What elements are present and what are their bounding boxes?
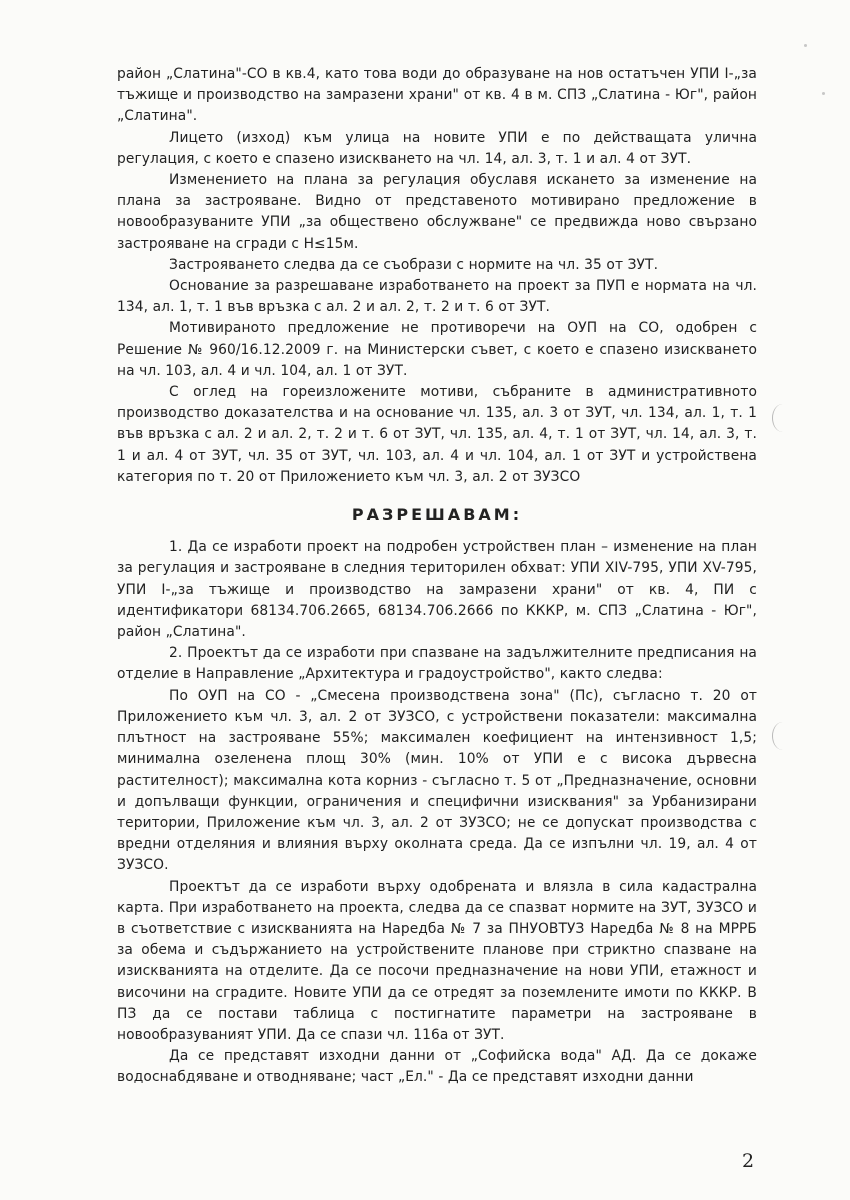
decision-item-2: 2. Проектът да се изработи при спазване на задължителните предписания на отделие в Направление „Архитектура и градоустройство", както следва: xyxy=(117,645,757,683)
punch-hole-mark xyxy=(772,722,793,750)
paragraph-continuation: район „Слатина"-СО в кв.4, като това води до образуване на нов остатъчен УПИ I-„за тъжище и производство на замразени храни" от кв. 4 в м. СПЗ „Слатина - Юг", район „Слатина". xyxy=(117,66,757,125)
decision-item-1: 1. Да се изработи проект на подробен устройствен план – изменение на план за регулация и застрояване в следния територилен обхват: УПИ XIV-795, УПИ XV-795, УПИ I-„за тъжище и производство на замразени храни" от кв. 4, ПИ с идентификатори 68134.706.2665, 68134.706.2666 по КККР, м. СПЗ „Слатина - Юг", район „Слатина". xyxy=(117,539,757,641)
punch-hole-mark xyxy=(772,404,793,432)
paragraph-plan-change: Изменението на плана за регулация обуславя искането за изменение на плана за застрояване. Видно от представеното мотивирано предложение в новообразуваните УПИ „за обществено обслужване" се предвижда ново свързано застрояване на сгради с H≤15м. xyxy=(117,172,757,252)
scan-speck xyxy=(822,92,825,95)
paragraph-oup-compliance: Мотивираното предложение не противоречи на ОУП на СО, одобрен с Решение № 960/16.12.2009 г. на Министерски съвет, с което е спазено изискването на чл. 103, ал. 4 и чл. 104, ал. 1 от ЗУТ. xyxy=(117,320,757,379)
page-number: 2 xyxy=(742,1150,755,1172)
document-body xyxy=(117,64,757,1089)
paragraph-legal-basis: Основание за разрешаване изработването на проект за ПУП е нормата на чл. 134, ал. 1, т. 1 във връзка с ал. 2 и ал. 2, т. 2 и т. 6 от ЗУТ. xyxy=(117,278,757,316)
paragraph-grounds: С оглед на гореизложените мотиви, събраните в административното производство доказателства и на основание чл. 135, ал. 3 от ЗУТ, чл. 134, ал. 1, т. 1 във връзка с ал. 2 и ал. 2, т. 2 и т. 6 от ЗУТ, чл. 135, ал. 4, т. 1 от ЗУТ, чл. 14, ал. 3, т. 1 и ал. 4 от ЗУТ, чл. 35 от ЗУТ, чл. 103, ал. 4 и чл. 104, ал. 1 от ЗУТ и устройствена категория по т. 20 от Приложението към чл. 3, ал. 2 от ЗУЗСО xyxy=(117,384,757,485)
paragraph-construction-norms: Застрояването следва да се съобрази с нормите на чл. 35 от ЗУТ. xyxy=(169,256,659,273)
paragraph-utility-data: Да се представят изходни данни от „Софийска вода" АД. Да се докаже водоснабдяване и отводняване; част „Ел." - Да се представят изходни данни xyxy=(117,1048,757,1086)
scan-speck xyxy=(804,44,807,47)
paragraph-cadastral-requirements: Проектът да се изработи върху одобрената и влязла в сила кадастрална карта. При изработването на проекта, следва да се спазват нормите на ЗУТ, ЗУЗСО и в съответствие с изискванията на Наредба № 7 за ПНУОВТУЗ Наредба № 8 на МРРБ за обема и съдържанието на устройствените планове при стриктно спазване на изискванията на отделите. Да се посочи предназначение на нови УПИ, етажност и височини на сградите. Новите УПИ да се отредят за поземлените имоти по КККР. В ПЗ да се постави таблица с постигнатите параметри на застрояване в новообразуваният УПИ. Да се спази чл. 116а от ЗУТ. xyxy=(117,878,757,1043)
paragraph-access-street: Лицето (изход) към улица на новите УПИ е по действащата улична регулация, с което е спазено изискването на чл. 14, ал. 3, т. 1 и ал. 4 от ЗУТ. xyxy=(117,129,757,167)
decision-heading: РАЗРЕШАВАМ: xyxy=(351,505,523,525)
paragraph-zoning-parameters: По ОУП на СО - „Смесена производствена зона" (Пс), съгласно т. 20 от Приложението към чл. 3, ал. 2 от ЗУЗСО, с устройствени показатели: максимална плътност на застрояване 55%; максимален коефициент на интензивност 1,5; минимална озеленена площ 30% (мин. 10% от УПИ е с висока дървесна растителност); максимална кота корниз - съгласно т. 5 от „Предназначение, основни и допълващи функции, ограничения и специфични изисквания" за Урбанизирани територии, Приложение към чл. 3, ал. 2 от ЗУЗСО; не се допускат производства с вредни отделяния и влияния върху околната среда. Да се изпълни чл. 19, ал. 4 от ЗУЗСО. xyxy=(117,687,757,874)
